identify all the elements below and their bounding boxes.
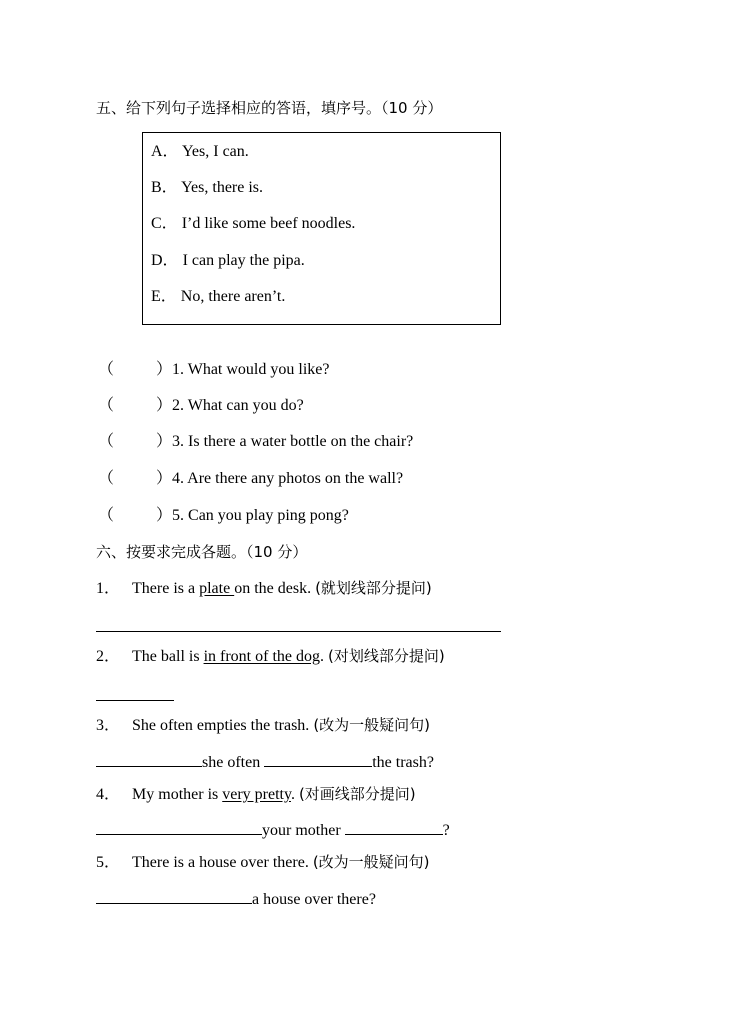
answer-row-4: your mother ? bbox=[96, 818, 450, 841]
answer-row-5: a house over there? bbox=[96, 887, 376, 910]
section5-title: 五、给下列句子选择相应的答语，填序号。（10 分） bbox=[96, 99, 443, 117]
answer-blank[interactable]: （ bbox=[98, 397, 115, 414]
answer-row-3: she often the trash? bbox=[96, 750, 434, 773]
answer-blank[interactable]: （ bbox=[98, 470, 115, 487]
answer-blank[interactable]: （ bbox=[98, 361, 115, 378]
question-5: （ ）5. Can you play ping pong? bbox=[98, 507, 349, 524]
item-2: 2． The ball is in front of the dog. (对划线部分提问) bbox=[96, 647, 445, 665]
answer-blank[interactable] bbox=[264, 750, 372, 767]
option-c: C． I’d like some beef noodles. bbox=[151, 215, 356, 232]
option-e: E． No, there aren’t. bbox=[151, 288, 286, 305]
answer-blank[interactable] bbox=[96, 750, 202, 767]
answer-line-2[interactable] bbox=[96, 700, 174, 701]
answer-blank[interactable]: （ bbox=[98, 433, 115, 450]
option-d: D． I can play the pipa. bbox=[151, 252, 305, 269]
question-2: （ ）2. What can you do? bbox=[98, 397, 304, 414]
item-3: 3． She often empties the trash. (改为一般疑问句) bbox=[96, 716, 431, 734]
option-a: A． Yes, I can. bbox=[151, 143, 249, 160]
item-1: 1． There is a plate on the desk. (就划线部分提问) bbox=[96, 579, 432, 597]
answer-line-1[interactable] bbox=[96, 631, 501, 632]
item-5: 5． There is a house over there. (改为一般疑问句) bbox=[96, 853, 430, 871]
answer-blank[interactable] bbox=[96, 818, 262, 835]
question-1: （ ）1. What would you like? bbox=[98, 361, 330, 378]
answer-blank[interactable]: （ bbox=[98, 507, 115, 524]
options-box bbox=[142, 132, 501, 325]
answer-blank[interactable] bbox=[345, 818, 443, 835]
item-4: 4． My mother is very pretty. (对画线部分提问) bbox=[96, 785, 416, 803]
section6-title: 六、按要求完成各题。（10 分） bbox=[96, 543, 308, 561]
question-3: （ ）3. Is there a water bottle on the chair? bbox=[98, 433, 414, 450]
answer-blank[interactable] bbox=[96, 887, 252, 904]
question-4: （ ）4. Are there any photos on the wall? bbox=[98, 470, 404, 487]
option-b: B． Yes, there is. bbox=[151, 179, 264, 196]
